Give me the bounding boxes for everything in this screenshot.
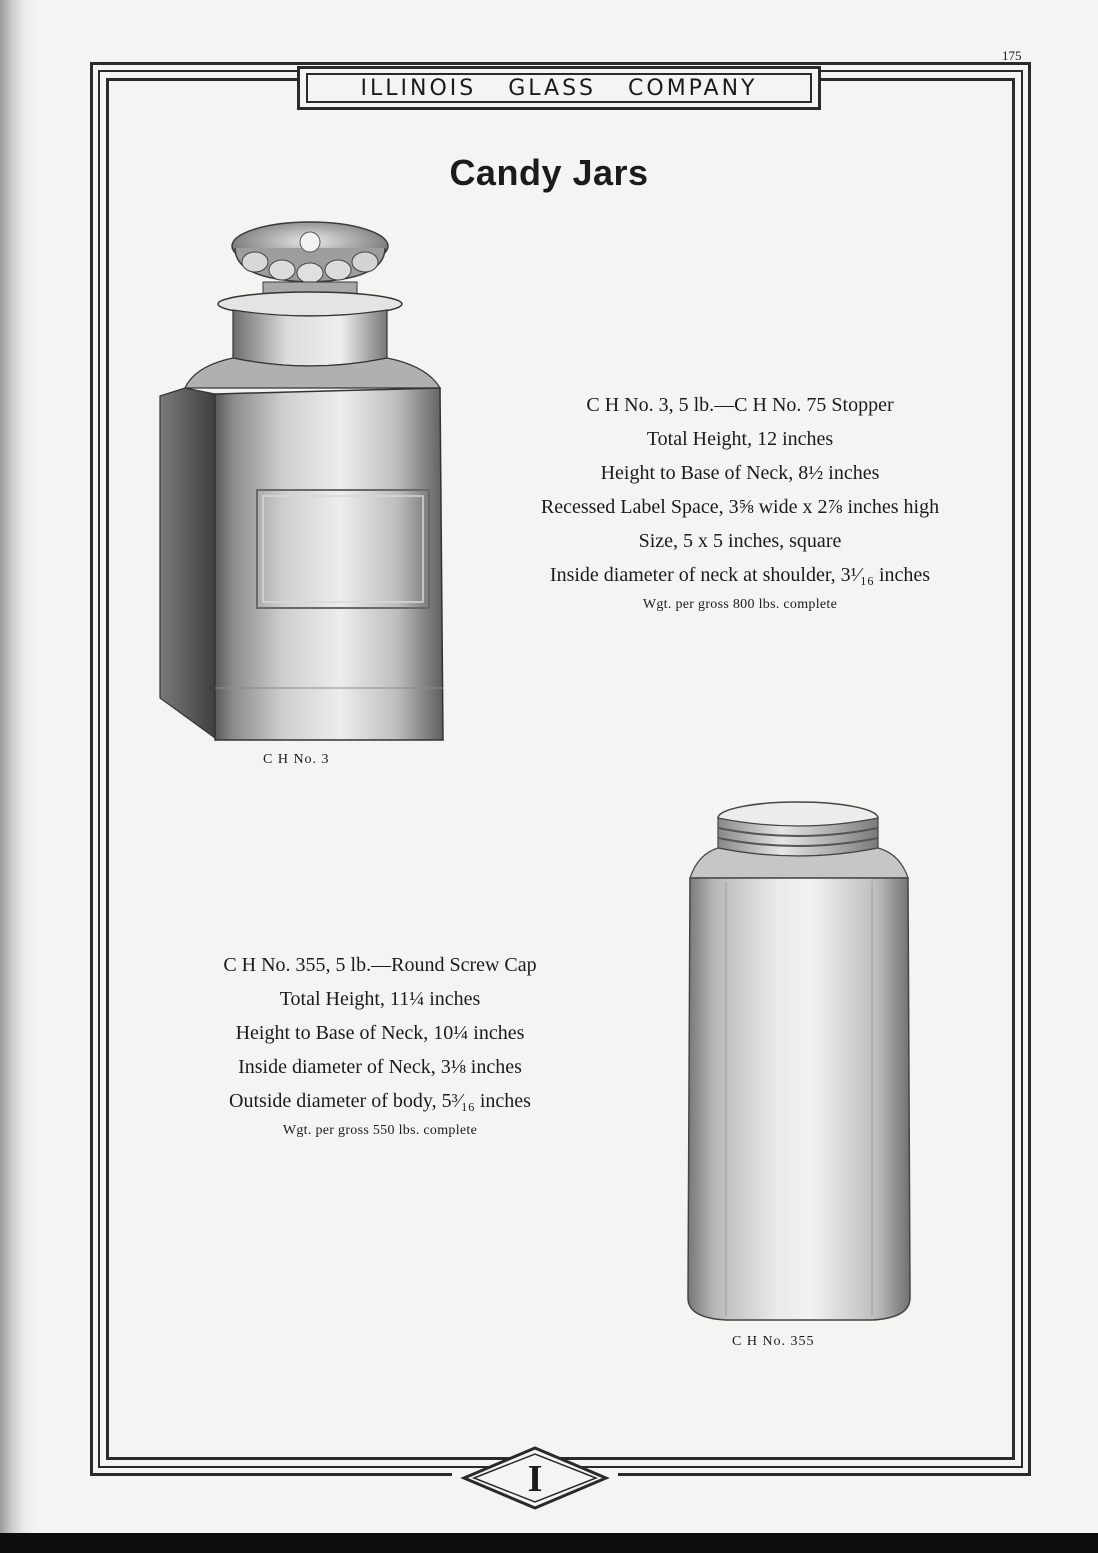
spec-line: Height to Base of Neck, 10¼ inches xyxy=(235,1022,525,1044)
spec-line: Inside diameter of Neck, 3⅛ inches xyxy=(238,1056,522,1078)
square-candy-jar-illustration xyxy=(155,218,465,748)
scan-bottom-edge xyxy=(0,1533,1098,1553)
spec-line: Total Height, 12 inches xyxy=(646,428,834,450)
spec-line: C H No. 3, 5 lb.—C H No. 75 Stopper xyxy=(586,394,894,416)
diamond-i-emblem-icon xyxy=(460,1445,610,1511)
round-screw-cap-jar-illustration xyxy=(672,798,922,1328)
company-name-word: GLASS xyxy=(508,75,597,101)
spec-line: Inside diameter of neck at shoulder, 3¹⁄₁₆ inches xyxy=(549,564,931,586)
page-binding-shadow xyxy=(0,0,36,1553)
spec-line: Recessed Label Space, 3⅝ wide x 2⅞ inches high xyxy=(540,496,940,518)
spec-line: Total Height, 11¼ inches xyxy=(279,988,481,1010)
weight-line: Wgt. per gross 550 lbs. complete xyxy=(282,1123,478,1138)
page-title: Candy Jars xyxy=(449,152,649,193)
product-specs-ch-355 xyxy=(150,948,610,1144)
company-header xyxy=(297,66,821,110)
company-name-word: ILLINOIS xyxy=(360,75,477,101)
emblem-letter: I xyxy=(527,1458,543,1500)
caption-ch-355: C H No. 355 xyxy=(732,1334,815,1349)
product-specs-ch-3 xyxy=(470,388,1010,618)
page-number: 175 xyxy=(1002,48,1022,63)
spec-line: Height to Base of Neck, 8½ inches xyxy=(600,462,880,484)
company-name-word: COMPANY xyxy=(628,75,758,101)
weight-line: Wgt. per gross 800 lbs. complete xyxy=(642,597,838,612)
caption-ch-3: C H No. 3 xyxy=(263,752,330,767)
company-header-plate xyxy=(306,73,812,103)
spec-line: C H No. 355, 5 lb.—Round Screw Cap xyxy=(223,954,537,976)
spec-line: Size, 5 x 5 inches, square xyxy=(638,530,842,552)
spec-line: Outside diameter of body, 5³⁄₁₆ inches xyxy=(229,1090,531,1112)
